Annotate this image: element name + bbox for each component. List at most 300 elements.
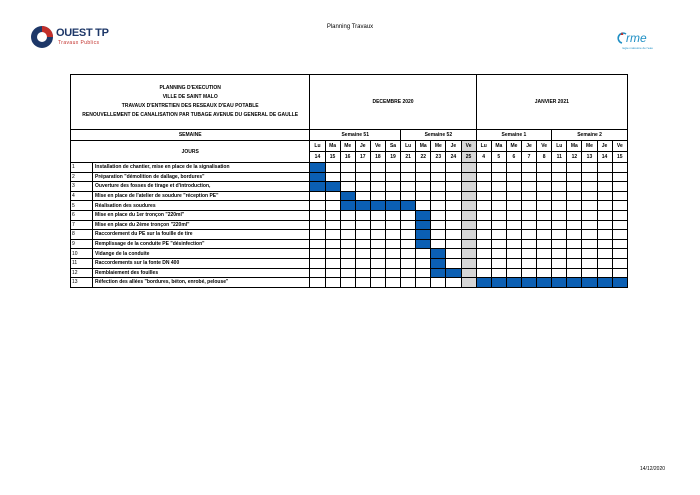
task-label: Mise en place de l'atelier de soudure "réception PE" [93, 191, 310, 201]
day-cell [370, 163, 385, 173]
day-cell [582, 230, 597, 240]
task-label: Mise en place du 2ème tronçon "220ml" [93, 220, 310, 230]
day-cell [476, 268, 491, 278]
day-cell [506, 268, 521, 278]
task-row [71, 201, 628, 211]
gantt-bar [401, 201, 416, 211]
day-cell [506, 163, 521, 173]
day-cell [597, 210, 612, 220]
day-cell [446, 201, 461, 211]
task-row [71, 210, 628, 220]
day-cell [325, 210, 340, 220]
day-cell [431, 182, 446, 192]
day-cell [461, 278, 476, 288]
day-cell [446, 220, 461, 230]
day-cell [431, 220, 446, 230]
gantt-bar [416, 220, 431, 230]
day-cell [521, 268, 536, 278]
day-cell [385, 172, 400, 182]
task-row [71, 268, 628, 278]
gantt-bar [567, 278, 582, 288]
day-cell [325, 220, 340, 230]
day-cell [491, 172, 506, 182]
task-row [71, 163, 628, 173]
day-cell [552, 220, 567, 230]
day-number: 4 [476, 152, 491, 163]
task-number: 10 [71, 249, 93, 259]
logo-right-sub: régie malouine de l'eau [622, 46, 653, 50]
day-cell [310, 249, 325, 259]
day-cell [431, 172, 446, 182]
day-cell [491, 220, 506, 230]
day-cell [537, 230, 552, 240]
gantt-bar [310, 172, 325, 182]
day-cell [416, 182, 431, 192]
day-number: 14 [310, 152, 325, 163]
day-abbr: Je [521, 141, 536, 152]
day-abbr: Me [431, 141, 446, 152]
day-cell [612, 172, 627, 182]
day-cell [385, 163, 400, 173]
day-cell [552, 163, 567, 173]
day-cell [355, 210, 370, 220]
gantt-bar [416, 230, 431, 240]
day-cell [325, 172, 340, 182]
day-cell [431, 278, 446, 288]
day-cell [401, 230, 416, 240]
day-cell [370, 182, 385, 192]
day-number: 24 [446, 152, 461, 163]
day-cell [431, 201, 446, 211]
day-cell [431, 239, 446, 249]
month-january: JANVIER 2021 [476, 75, 627, 130]
day-cell [325, 163, 340, 173]
task-row [71, 278, 628, 288]
day-cell [461, 163, 476, 173]
project-info-line: TRAVAUX D'ENTRETIEN DES RESEAUX D'EAU POTABLE [121, 103, 259, 109]
day-cell [537, 172, 552, 182]
day-cell [537, 258, 552, 268]
day-cell [552, 230, 567, 240]
gantt-bar [310, 182, 325, 192]
day-cell [567, 249, 582, 259]
day-cell [582, 201, 597, 211]
gantt-bar [340, 201, 355, 211]
day-cell [446, 249, 461, 259]
day-cell [476, 172, 491, 182]
day-cell [385, 268, 400, 278]
day-cell [597, 191, 612, 201]
gantt-bar [416, 210, 431, 220]
day-cell [461, 201, 476, 211]
day-cell [355, 239, 370, 249]
task-row [71, 258, 628, 268]
day-cell [355, 230, 370, 240]
day-cell [310, 191, 325, 201]
day-number: 19 [385, 152, 400, 163]
day-cell [491, 230, 506, 240]
day-cell [506, 210, 521, 220]
day-cell [370, 268, 385, 278]
week-header: Semaine 1 [476, 130, 552, 141]
day-cell [370, 220, 385, 230]
day-cell [506, 191, 521, 201]
day-abbr: Ma [491, 141, 506, 152]
day-cell [521, 182, 536, 192]
day-cell [476, 201, 491, 211]
day-cell [582, 210, 597, 220]
day-cell [385, 191, 400, 201]
day-cell [552, 191, 567, 201]
day-cell [612, 268, 627, 278]
day-cell [310, 201, 325, 211]
day-number: 6 [506, 152, 521, 163]
gantt-bar [431, 268, 446, 278]
gantt-bar [521, 278, 536, 288]
day-cell [416, 201, 431, 211]
day-cell [416, 278, 431, 288]
day-cell [416, 172, 431, 182]
day-cell [582, 249, 597, 259]
day-cell [612, 230, 627, 240]
day-cell [552, 201, 567, 211]
day-cell [612, 249, 627, 259]
day-cell [385, 249, 400, 259]
gantt-bar [491, 278, 506, 288]
day-cell [567, 230, 582, 240]
day-cell [506, 249, 521, 259]
project-info [71, 75, 310, 130]
day-cell [416, 268, 431, 278]
day-cell [506, 230, 521, 240]
gantt-bar [431, 249, 446, 259]
day-cell [612, 182, 627, 192]
day-abbr: Ma [416, 141, 431, 152]
day-cell [416, 191, 431, 201]
day-cell [461, 210, 476, 220]
day-cell [567, 182, 582, 192]
task-number: 9 [71, 239, 93, 249]
day-cell [385, 182, 400, 192]
day-cell [476, 239, 491, 249]
day-cell [597, 230, 612, 240]
footer-date: 14/12/2020 [640, 466, 666, 472]
task-label: Installation de chantier, mise en place de la signalisation [93, 163, 310, 173]
day-cell [612, 258, 627, 268]
day-cell [340, 239, 355, 249]
day-cell [385, 220, 400, 230]
day-cell [552, 182, 567, 192]
day-cell [582, 163, 597, 173]
day-abbr: Ve [370, 141, 385, 152]
task-number: 6 [71, 210, 93, 220]
day-cell [340, 210, 355, 220]
day-number: 17 [355, 152, 370, 163]
day-cell [612, 210, 627, 220]
month-december: DECEMBRE 2020 [310, 75, 476, 130]
task-number: 13 [71, 278, 93, 288]
day-abbr: Me [506, 141, 521, 152]
day-cell [461, 258, 476, 268]
day-cell [401, 268, 416, 278]
day-cell [340, 220, 355, 230]
day-cell [597, 163, 612, 173]
day-cell [567, 201, 582, 211]
day-number: 13 [582, 152, 597, 163]
day-cell [506, 220, 521, 230]
day-cell [370, 239, 385, 249]
day-cell [537, 249, 552, 259]
day-cell [340, 258, 355, 268]
day-cell [446, 258, 461, 268]
day-cell [521, 230, 536, 240]
day-cell [506, 239, 521, 249]
day-abbr: Ve [461, 141, 476, 152]
day-cell [401, 220, 416, 230]
day-cell [537, 191, 552, 201]
day-cell [582, 172, 597, 182]
task-label: Raccordements sur la fonte DN 400 [93, 258, 310, 268]
day-cell [461, 239, 476, 249]
day-cell [567, 210, 582, 220]
day-cell [567, 268, 582, 278]
day-cell [521, 258, 536, 268]
day-cell [552, 210, 567, 220]
task-row [71, 191, 628, 201]
day-cell [491, 268, 506, 278]
day-cell [537, 182, 552, 192]
day-cell [582, 182, 597, 192]
day-cell [431, 163, 446, 173]
day-cell [476, 163, 491, 173]
day-cell [325, 278, 340, 288]
day-cell [401, 258, 416, 268]
day-cell [582, 258, 597, 268]
day-cell [416, 249, 431, 259]
task-row [71, 239, 628, 249]
day-cell [355, 278, 370, 288]
day-cell [431, 210, 446, 220]
day-cell [476, 210, 491, 220]
day-cell [385, 278, 400, 288]
day-cell [506, 182, 521, 192]
day-cell [476, 230, 491, 240]
day-cell [552, 258, 567, 268]
task-label: Raccordement du PE sur la fouille de tire [93, 230, 310, 240]
day-number: 14 [597, 152, 612, 163]
project-info-line: PLANNING D'EXECUTION [159, 85, 221, 91]
day-cell [537, 220, 552, 230]
day-cell [567, 220, 582, 230]
week-header: Semaine 52 [401, 130, 477, 141]
day-cell [476, 191, 491, 201]
day-cell [385, 258, 400, 268]
day-cell [521, 210, 536, 220]
day-cell [340, 230, 355, 240]
day-cell [310, 268, 325, 278]
day-cell [582, 268, 597, 278]
task-number: 4 [71, 191, 93, 201]
day-cell [521, 172, 536, 182]
day-cell [476, 249, 491, 259]
task-row [71, 230, 628, 240]
day-cell [355, 172, 370, 182]
day-cell [310, 220, 325, 230]
day-cell [521, 220, 536, 230]
day-abbr: Lu [310, 141, 325, 152]
day-cell [476, 220, 491, 230]
day-cell [401, 172, 416, 182]
day-cell [476, 182, 491, 192]
day-cell [552, 239, 567, 249]
day-cell [446, 163, 461, 173]
day-cell [401, 210, 416, 220]
gantt-bar [506, 278, 521, 288]
day-cell [370, 258, 385, 268]
gantt-bar [340, 191, 355, 201]
day-abbr: Ve [612, 141, 627, 152]
gantt-bar [597, 278, 612, 288]
day-cell [446, 278, 461, 288]
day-abbr: Lu [401, 141, 416, 152]
gantt-bar [431, 258, 446, 268]
day-cell [552, 268, 567, 278]
day-cell [506, 258, 521, 268]
day-cell [446, 172, 461, 182]
day-cell [582, 239, 597, 249]
week-header: Semaine 51 [310, 130, 401, 141]
day-number: 12 [567, 152, 582, 163]
day-cell [597, 258, 612, 268]
day-cell [461, 268, 476, 278]
day-cell [597, 220, 612, 230]
task-label: Réfection des allées "bordures, béton, enrobé, pelouse" [93, 278, 310, 288]
day-cell [612, 191, 627, 201]
day-cell [355, 258, 370, 268]
day-cell [401, 239, 416, 249]
day-cell [521, 191, 536, 201]
planning-table [70, 74, 628, 288]
task-row [71, 182, 628, 192]
day-number: 8 [537, 152, 552, 163]
day-cell [506, 201, 521, 211]
day-cell [325, 268, 340, 278]
day-abbr: Ma [325, 141, 340, 152]
gantt-bar [476, 278, 491, 288]
day-cell [537, 201, 552, 211]
day-cell [340, 172, 355, 182]
task-label: Remblaiement des fouilles [93, 268, 310, 278]
task-number: 8 [71, 230, 93, 240]
day-cell [385, 239, 400, 249]
day-cell [491, 239, 506, 249]
task-row [71, 220, 628, 230]
day-cell [537, 163, 552, 173]
project-info-line: VILLE DE SAINT MALO [162, 94, 218, 100]
gantt-bar [310, 163, 325, 173]
day-number: 18 [370, 152, 385, 163]
day-abbr: Je [597, 141, 612, 152]
day-cell [597, 249, 612, 259]
day-cell [370, 230, 385, 240]
day-cell [491, 182, 506, 192]
day-cell [401, 163, 416, 173]
day-cell [401, 278, 416, 288]
task-number: 7 [71, 220, 93, 230]
day-cell [612, 201, 627, 211]
day-cell [355, 249, 370, 259]
day-cell [521, 239, 536, 249]
day-cell [597, 268, 612, 278]
day-cell [612, 163, 627, 173]
logo-right-name: rme [626, 31, 647, 45]
day-abbr: Ma [567, 141, 582, 152]
rme-logo [616, 28, 666, 52]
day-cell [597, 182, 612, 192]
day-cell [370, 278, 385, 288]
task-label: Préparation "démolition de dallage, bordures" [93, 172, 310, 182]
task-row [71, 172, 628, 182]
day-cell [325, 258, 340, 268]
task-label: Réalisation des soudures [93, 201, 310, 211]
gantt-bar [325, 182, 340, 192]
day-number: 25 [461, 152, 476, 163]
day-abbr: Je [355, 141, 370, 152]
day-cell [612, 220, 627, 230]
day-cell [537, 210, 552, 220]
day-cell [491, 258, 506, 268]
semaine-label: SEMAINE [71, 130, 310, 141]
day-cell [370, 191, 385, 201]
day-cell [310, 210, 325, 220]
day-number: 22 [416, 152, 431, 163]
week-header: Semaine 2 [552, 130, 628, 141]
page-title: Planning Travaux [326, 24, 374, 30]
day-cell [567, 172, 582, 182]
day-cell [385, 210, 400, 220]
day-cell [355, 220, 370, 230]
day-number: 16 [340, 152, 355, 163]
day-cell [476, 258, 491, 268]
day-cell [401, 249, 416, 259]
day-cell [416, 258, 431, 268]
logo-left-sub: Travaux Publics [58, 40, 100, 46]
day-number: 21 [401, 152, 416, 163]
day-cell [416, 163, 431, 173]
day-cell [340, 268, 355, 278]
gantt-bar [582, 278, 597, 288]
task-row [71, 249, 628, 259]
day-cell [461, 182, 476, 192]
day-cell [370, 210, 385, 220]
day-cell [340, 249, 355, 259]
gantt-bar [537, 278, 552, 288]
day-cell [355, 268, 370, 278]
day-cell [340, 278, 355, 288]
day-cell [340, 163, 355, 173]
project-info-line: RENOUVELLEMENT DE CANALISATION PAR TUBAGE AVENUE DU GENERAL DE GAULLE [82, 112, 299, 118]
day-cell [370, 249, 385, 259]
day-cell [446, 210, 461, 220]
day-cell [597, 239, 612, 249]
gantt-bar [385, 201, 400, 211]
task-number: 3 [71, 182, 93, 192]
day-cell [355, 182, 370, 192]
day-abbr: Me [340, 141, 355, 152]
gantt-bar [612, 278, 627, 288]
task-number: 12 [71, 268, 93, 278]
day-cell [491, 249, 506, 259]
